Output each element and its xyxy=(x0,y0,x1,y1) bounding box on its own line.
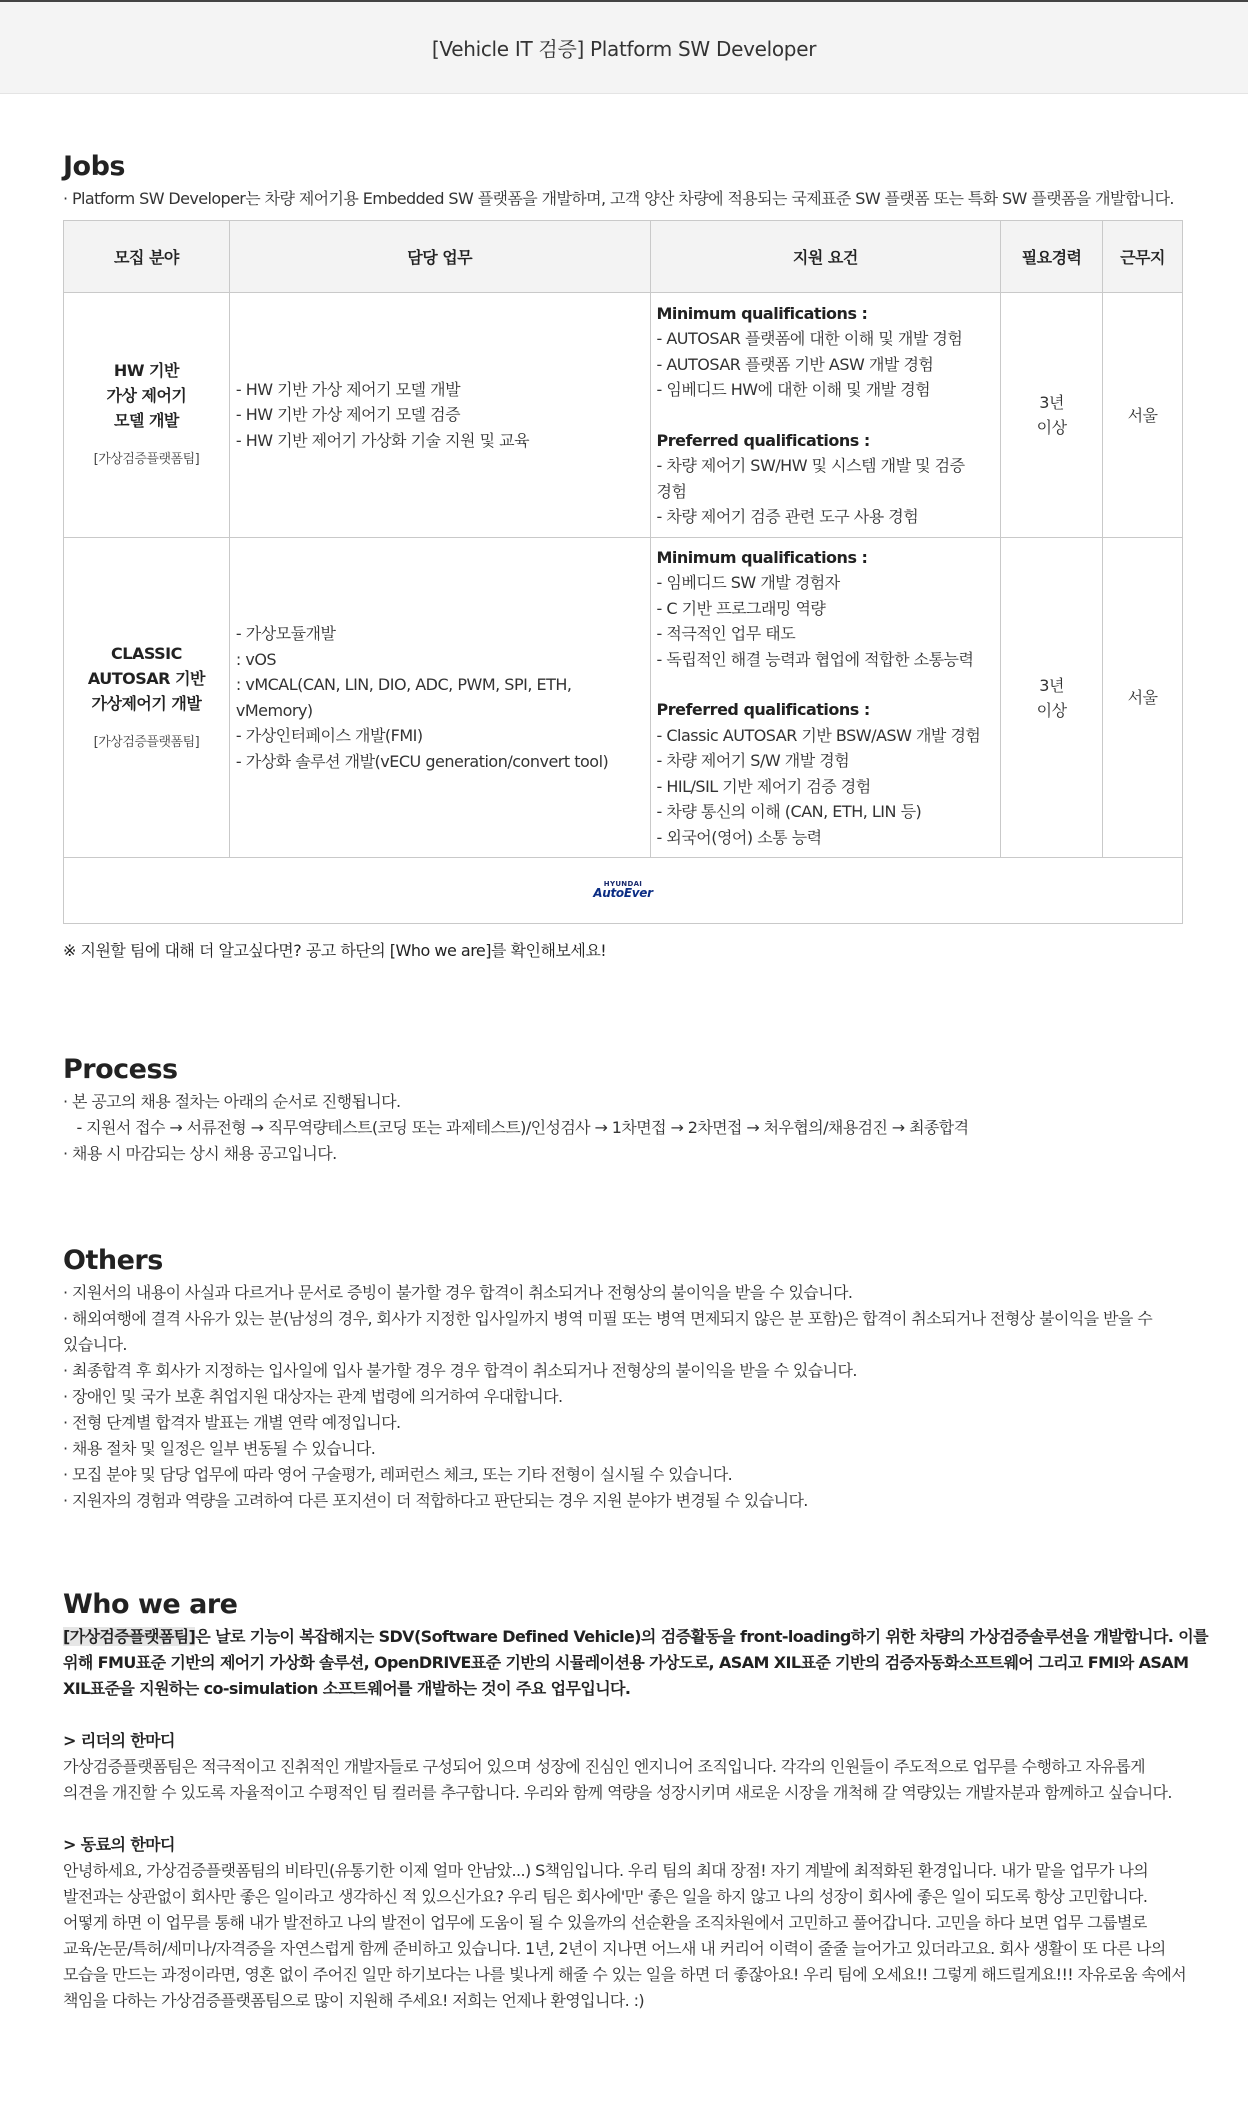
job-field-line: 모델 개발 xyxy=(113,411,179,430)
who-we-are-note: ※ 지원할 팀에 대해 더 알고싶다면? 공고 하단의 [Who we are]를 확인해보세요! xyxy=(63,941,607,960)
peer-comment-title: > 동료의 한마디 xyxy=(63,1835,175,1854)
qualification-item: - AUTOSAR 플랫폼 기반 ASW 개발 경험 xyxy=(656,354,934,374)
process-steps: - 지원서 접수 → 서류전형 → 직무역량테스트(코딩 또는 과제테스트)/인성검사 → 1차면접 → 2차면접 → 처우협의/채용검진 → 최종합격 xyxy=(63,1118,969,1137)
duty-item: - HW 기반 가상 제어기 모델 검증 xyxy=(235,405,461,425)
duty-item: - 가상화 솔루션 개발(vECU generation/convert tool) xyxy=(235,751,609,771)
logo-line-2: AutoEver xyxy=(593,886,653,900)
duty-item: : vOS xyxy=(235,649,277,669)
others-line: 있습니다. xyxy=(63,1335,127,1354)
team-tag: [가상검증플랫폼팀] xyxy=(93,734,200,750)
min-qualifications-title: Minimum qualifications : xyxy=(656,547,868,567)
job-field-line: HW 기반 xyxy=(113,361,179,380)
job-duty-cell xyxy=(229,293,650,538)
qualification-item: - 임베디드 SW 개발 경험자 xyxy=(656,573,840,593)
others-line: · 모집 분야 및 담당 업무에 따라 영어 구술평가, 레퍼런스 체크, 또는 기타 전형이 실시될 수 있습니다. xyxy=(63,1465,733,1484)
pref-qualifications-title: Preferred qualifications : xyxy=(656,700,870,720)
job-field-cell xyxy=(64,293,230,538)
hyundai-autoever-logo xyxy=(593,880,653,898)
min-qualifications-title: Minimum qualifications : xyxy=(656,303,868,323)
job-field-line: AUTOSAR 기반 xyxy=(87,668,205,688)
qualification-item: - Classic AUTOSAR 기반 BSW/ASW 개발 경험 xyxy=(656,725,981,745)
peer-comment-line: 어떻게 하면 이 업무를 통해 내가 발전하고 나의 발전이 업무에 도움이 될 수 있을까의 선순환을 조직차원에서 고민하고 풀어갑니다. 고민을 하다 보면 업무 그룹별로 xyxy=(63,1913,1147,1932)
duty-item: - 가상모듈개발 xyxy=(235,624,336,643)
process-line: · 채용 시 마감되는 상시 채용 공고입니다. xyxy=(63,1144,337,1163)
posting-title: [Vehicle IT 검증] Platform SW Developer xyxy=(431,37,817,61)
peer-comment-line: 발전과는 상관없이 회사만 좋은 일이라고 생각하신 적 있으신가요? 우리 팀은 회사에'만' 좋은 일을 하지 않고 나의 성장이 회사에 좋은 일이 되도록 항상 고민합니다. xyxy=(63,1887,1148,1906)
jobs-title: Jobs xyxy=(63,151,125,182)
others-line: · 전형 단계별 합격자 발표는 개별 연락 예정입니다. xyxy=(63,1413,401,1432)
col-header-experience: 필요경력 xyxy=(1001,221,1103,293)
qualification-item: - 차량 제어기 S/W 개발 경험 xyxy=(656,751,850,771)
job-experience-cell xyxy=(1001,538,1103,858)
process-section xyxy=(63,1054,1208,1167)
qualification-item: - 차량 통신의 이해 (CAN, ETH, LIN 등) xyxy=(656,802,922,822)
peer-comment-line: 책임을 다하는 가상검증플랫폼팀으로 많이 지원해 주세요! 저희는 언제나 환영입니다. :) xyxy=(63,1991,645,2010)
qualification-item: - 외국어(영어) 소통 능력 xyxy=(656,827,822,847)
who-lead-line-1 xyxy=(63,1624,1208,1650)
job-location-cell: 서울 xyxy=(1103,538,1183,858)
others-line: · 지원자의 경험과 역량을 고려하여 다른 포지션이 더 적합하다고 판단되는 경우 지원 분야가 변경될 수 있습니다. xyxy=(63,1491,808,1510)
leader-comment-title: > 리더의 한마디 xyxy=(63,1731,175,1750)
col-header-duty: 담당 업무 xyxy=(229,221,650,293)
duty-item: : vMCAL(CAN, LIN, DIO, ADC, PWM, SPI, ETH, vMemory) xyxy=(235,675,572,720)
experience-line: 3년 xyxy=(1039,393,1064,412)
who-lead-line: XIL표준을 지원하는 co-simulation 소프트웨어를 개발하는 것이 주요 업무입니다. xyxy=(63,1679,631,1698)
leader-comment-line: 가상검증플랫폼팀은 적극적이고 진취적인 개발자들로 구성되어 있으며 성장에 진심인 엔지니어 조직입니다. 각각의 인원들이 주도적으로 업무를 수행하고 자유롭게 xyxy=(63,1757,1145,1776)
qualification-item: - AUTOSAR 플랫폼에 대한 이해 및 개발 경험 xyxy=(656,329,963,348)
others-line: · 채용 절차 및 일정은 일부 변동될 수 있습니다. xyxy=(63,1439,376,1458)
others-line: · 최종합격 후 회사가 지정하는 입사일에 입사 불가할 경우 경우 합격이 취소되거나 전형상의 불이익을 받을 수 있습니다. xyxy=(63,1361,857,1380)
peer-comment-line: 안녕하세요, 가상검증플랫폼팀의 비타민(유통기한 이제 얼마 안남았...) S책임입니다. 우리 팀의 최대 장점! 자기 계발에 최적화된 환경입니다. 내가 맡을 업무가 나의 xyxy=(63,1861,1149,1880)
job-requirements-cell xyxy=(650,293,1001,538)
experience-line: 이상 xyxy=(1036,700,1067,720)
col-header-location: 근무지 xyxy=(1103,221,1183,293)
logo-cell xyxy=(64,858,1183,924)
job-field-cell xyxy=(64,538,230,858)
job-location-cell: 서울 xyxy=(1103,293,1183,538)
others-title: Others xyxy=(63,1245,163,1276)
col-header-requirements: 지원 요건 xyxy=(650,221,1001,293)
qualification-item: - 차량 제어기 검증 관련 도구 사용 경험 xyxy=(656,507,919,526)
jobs-table xyxy=(63,220,1183,924)
duty-item: - HW 기반 가상 제어기 모델 개발 xyxy=(235,379,461,399)
col-header-field: 모집 분야 xyxy=(64,221,230,293)
others-line: · 장애인 및 국가 보훈 취업지원 대상자는 관계 법령에 의거하여 우대합니다. xyxy=(63,1387,563,1406)
logo-row xyxy=(64,858,1183,924)
logo-line-1: HYUNDAI xyxy=(603,880,643,888)
qualification-item: - C 기반 프로그래밍 역량 xyxy=(656,598,826,618)
jobs-section xyxy=(63,151,1185,961)
who-we-are-title: Who we are xyxy=(63,1589,238,1620)
job-experience-cell xyxy=(1001,293,1103,538)
qualification-item: 경험 xyxy=(656,481,687,501)
experience-line: 3년 xyxy=(1039,675,1064,695)
duty-item: - 가상인터페이스 개발(FMI) xyxy=(235,726,423,745)
others-line: · 지원서의 내용이 사실과 다르거나 문서로 증빙이 불가할 경우 합격이 취소되거나 전형상의 불이익을 받을 수 있습니다. xyxy=(63,1283,853,1302)
team-tag: [가상검증플랫폼팀] xyxy=(93,452,200,467)
others-section xyxy=(63,1245,1208,1514)
posting-header xyxy=(0,2,1248,94)
leader-comment-line: 의견을 개진할 수 있도록 자율적이고 수평적인 팀 컬러를 추구합니다. 우리와 함께 역량을 성장시키며 새로운 시장을 개척해 갈 역량있는 개발자분과 함께하고 싶습니다. xyxy=(63,1783,1172,1802)
qualification-item: - 임베디드 HW에 대한 이해 및 개발 경험 xyxy=(656,380,931,399)
qualification-item: - 독립적인 해결 능력과 협업에 적합한 소통능력 xyxy=(656,649,974,669)
peer-comment-line: 교육/논문/특허/세미나/자격증을 자연스럽게 함께 준비하고 있습니다. 1년, 2년이 지나면 어느새 내 커리어 이력이 줄줄 늘어가고 있더라고요. 회사 생활이 또 다른 나의 xyxy=(63,1939,1166,1958)
table-row xyxy=(64,538,1183,858)
who-lead-text: 은 날로 기능이 복잡해지는 SDV(Software Defined Vehicle)의 검증활동을 front-loading하기 위한 차량의 가상검증솔루션을 개발합니다. 이를 xyxy=(195,1627,1208,1646)
job-field-line: 가상 제어기 xyxy=(106,386,187,405)
peer-comment-line: 모습을 만드는 과정이라면, 영혼 없이 주어진 일만 하기보다는 나를 빛나게 해줄 수 있는 일을 하면 더 좋잖아요! 우리 팀에 오세요!! 그렇게 해드릴게요!!! 자유로움 속에서 xyxy=(63,1965,1187,1984)
qualification-item: - HIL/SIL 기반 제어기 검증 경험 xyxy=(656,776,871,796)
job-field-line: CLASSIC xyxy=(111,643,182,663)
job-duty-cell xyxy=(229,538,650,858)
job-requirements-cell xyxy=(650,538,1001,858)
jobs-table-header xyxy=(64,221,1183,293)
table-row xyxy=(64,293,1183,538)
duty-item: - HW 기반 제어기 가상화 기술 지원 및 교육 xyxy=(235,430,530,450)
who-lead-line: 위해 FMU표준 기반의 제어기 가상화 솔루션, OpenDRIVE표준 기반의 시뮬레이션용 가상도로, ASAM XIL표준 기반의 검증자동화소프트웨어 그리고 FMI와 ASAM xyxy=(63,1653,1189,1672)
qualification-item: - 적극적인 업무 태도 xyxy=(656,624,796,644)
jobs-intro: · Platform SW Developer는 차량 제어기용 Embedded SW 플랫폼을 개발하며, 고객 양산 차량에 적용되는 국제표준 SW 플랫폼 또는 특화 SW 플랫폼을 개발합니다. xyxy=(63,189,1174,208)
qualification-item: - 차량 제어기 SW/HW 및 시스템 개발 및 검증 xyxy=(656,456,965,475)
who-we-are-section xyxy=(63,1589,1208,2014)
experience-line: 이상 xyxy=(1036,418,1067,437)
pref-qualifications-title: Preferred qualifications : xyxy=(656,430,870,450)
others-line: · 해외여행에 결격 사유가 있는 분(남성의 경우, 회사가 지정한 입사일까지 병역 미필 또는 병역 면제되지 않은 분 포함)은 합격이 취소되거나 전형상 불이익을 받을 수 xyxy=(63,1309,1153,1328)
process-line: · 본 공고의 채용 절차는 아래의 순서로 진행됩니다. xyxy=(63,1092,401,1111)
job-field-line: 가상제어기 개발 xyxy=(91,693,202,713)
process-title: Process xyxy=(63,1054,178,1085)
team-name-highlight: [가상검증플랫폼팀] xyxy=(63,1627,196,1646)
